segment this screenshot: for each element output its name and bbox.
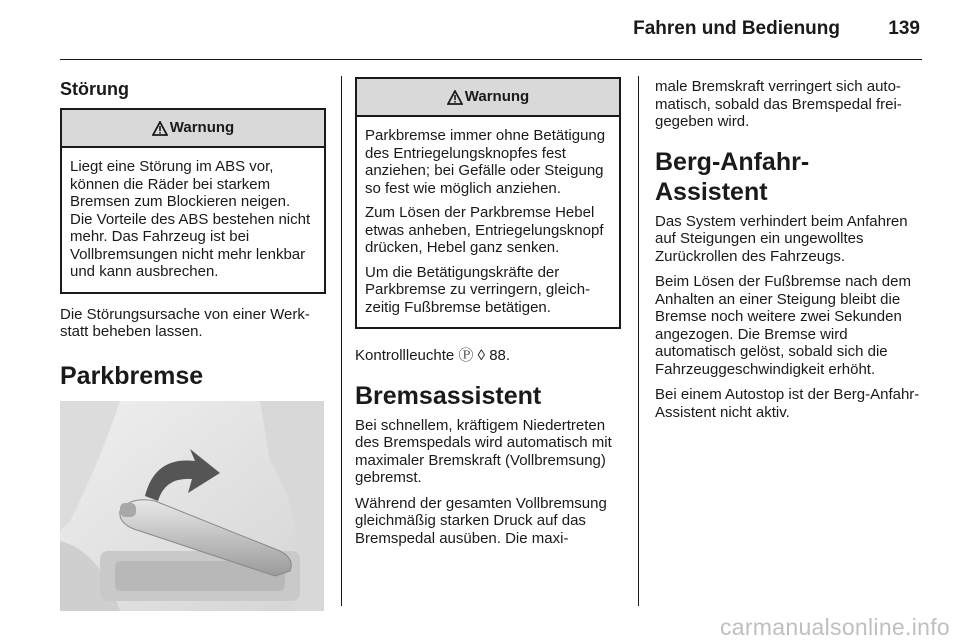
column-right <box>655 78 921 429</box>
section-heading-stoerung: Störung <box>60 79 129 99</box>
column-divider-1 <box>341 76 342 606</box>
warning-header <box>62 110 324 148</box>
header-rule <box>60 59 922 60</box>
column-divider-2 <box>638 76 639 606</box>
parking-brake-illustration <box>60 401 324 611</box>
kontrollleuchte-reference <box>355 347 621 365</box>
paragraph-bremsassistent-2: Während der gesamten Vollbremsung gleichmäßig starken Druck auf das Bremspedal ausüben. Die maxi- <box>355 494 607 547</box>
page-reference-icon: ◊ <box>477 347 486 364</box>
warning-text: Liegt eine Störung im ABS vor, können die Räder bei starkem Bremsen zum Blockieren neigen. Die Vorteile des ABS bestehen nicht mehr. Das Fahrzeug ist bei Vollbremsungen nicht mehr lenkbar und kann ausbrechen. <box>70 158 311 280</box>
paragraph-continuation: male Bremskraft verringert sich automatisch, sobald das Bremspedal freigegeben wird. <box>655 78 902 130</box>
warning-title: Warnung <box>169 119 235 137</box>
paragraph-stoerungsursache: Die Störungsursache von einer Werkstatt beheben lassen. <box>60 305 310 340</box>
watermark: carmanualsonline.info <box>719 614 950 640</box>
page-header-title: Fahren und Bedienung <box>633 18 840 39</box>
page-number: 139 <box>888 18 920 39</box>
warning-paragraph-1: Parkbremse immer ohne Betätigung des Entriegelungsknopfes fest anziehen; bei Gefälle oder Steigung so fest wie möglich anziehen. <box>365 127 606 197</box>
warning-paragraph-2: Zum Lösen der Parkbremse Hebel etwas anheben, Entriegelungsknopf drücken, Hebel ganz senken. <box>365 204 604 256</box>
warning-body <box>357 117 619 327</box>
warning-header <box>357 79 619 117</box>
parking-brake-photo <box>60 401 324 611</box>
kontrollleuchte-label: Kontrollleuchte <box>355 347 455 364</box>
section-heading-berg-anfahr-assistent: Berg-Anfahr-Assistent <box>655 147 810 206</box>
warning-box-parkbremse <box>355 77 621 329</box>
paragraph-bremsassistent-1: Bei schnellem, kräftigem Niedertreten des Bremspedals wird automatisch mit maximaler Bremskraft (Vollbremsung) gebremst. <box>355 416 612 486</box>
section-heading-bremsassistent: Bremsassistent <box>355 381 542 410</box>
column-middle <box>355 77 621 555</box>
section-heading-parkbremse: Parkbremse <box>60 361 204 390</box>
warning-paragraph-3: Um die Betätigungskräfte der Parkbremse zu verringern, gleichzeitig Fußbremse betätigen. <box>365 263 591 316</box>
warning-title: Warnung <box>464 88 530 106</box>
paragraph-berg-anfahr-1: Das System verhindert beim Anfahren auf Steigungen ein ungewolltes Zurückrollen des Fahrzeugs. <box>655 212 908 265</box>
paragraph-berg-anfahr-3: Bei einem Autostop ist der Berg-Anfahr-Assistent nicht aktiv. <box>655 386 920 421</box>
paragraph-berg-anfahr-2: Beim Lösen der Fußbremse nach dem Anhalten an einer Steigung bleibt die Bremse noch weitere zwei Sekunden angezogen. Die Bremse wird automatisch gelöst, sobald sich die Fahrzeuggeschwindigkeit erhöht. <box>655 273 911 378</box>
page-reference-number: 88. <box>489 347 511 364</box>
column-left <box>60 78 326 611</box>
parking-brake-warning-icon: Ⓟ <box>458 347 474 364</box>
warning-box-abs <box>60 108 326 294</box>
warning-body <box>62 148 324 292</box>
warning-triangle-icon <box>152 121 168 136</box>
warning-triangle-icon <box>447 90 463 105</box>
